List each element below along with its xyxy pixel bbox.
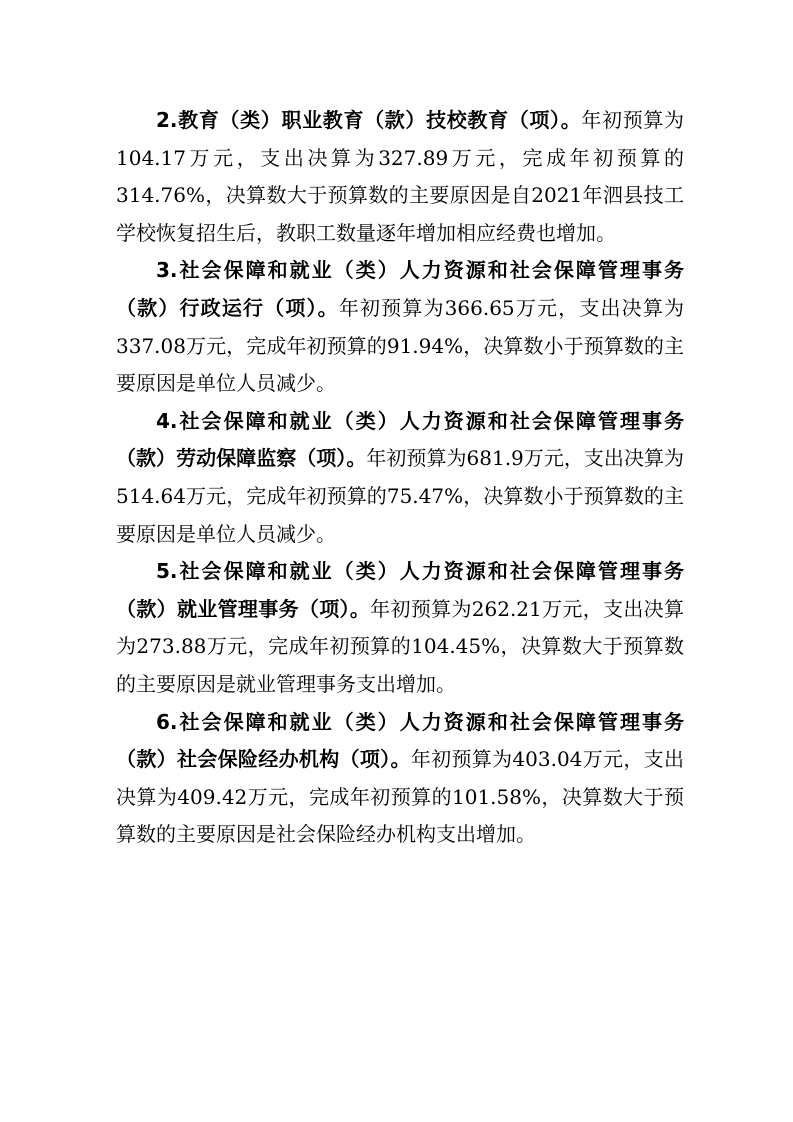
document-body [116, 102, 684, 854]
paragraph-text: 年初预算为104.17万元，支出决算为327.89万元，完成年初预算的314.76%，决算数大于预算数的主要原因是自2021年泗县技工学校恢复招生后，教职工数量逐年增加相应经费也增加。 [116, 108, 685, 245]
paragraph-heading: 4.社会保障和就业（类）人力资源和社会保障管理事务（款）劳动保障监察（项）。 [116, 408, 684, 471]
paragraph-text: 年初预算为681.9万元，支出决算为514.64万元，完成年初预算的75.47%，决算数小于预算数的主要原因是单位人员减少。 [116, 446, 684, 546]
paragraph-heading: 3.社会保障和就业（类）人力资源和社会保障管理事务（款）行政运行（项）。 [116, 258, 684, 320]
paragraph-heading: 6.社会保障和就业（类）人力资源和社会保障管理事务（款）社会保险经办机构（项）。 [116, 709, 684, 772]
paragraph-item-2 [116, 102, 684, 252]
paragraph-item-5 [116, 553, 684, 703]
paragraph-heading: 2.教育（类）职业教育（款）技校教育（项）。 [156, 108, 582, 132]
paragraph-item-6 [116, 704, 684, 854]
paragraph-text: 年初预算为403.04万元，支出决算为409.42万元，完成年初预算的101.58%，决算数大于预算数的主要原因是社会保险经办机构支出增加。 [116, 747, 684, 847]
paragraph-item-3 [116, 252, 684, 402]
paragraph-heading: 5.社会保障和就业（类）人力资源和社会保障管理事务（款）就业管理事务（项）。 [116, 559, 684, 621]
paragraph-item-4 [116, 403, 684, 553]
paragraph-text: 年初预算为366.65万元，支出决算为337.08万元，完成年初预算的91.94%，决算数小于预算数的主要原因是单位人员减少。 [116, 295, 684, 396]
paragraph-text: 年初预算为262.21万元，支出决算为273.88万元，完成年初预算的104.45%，决算数大于预算数的主要原因是就业管理事务支出增加。 [116, 596, 684, 696]
